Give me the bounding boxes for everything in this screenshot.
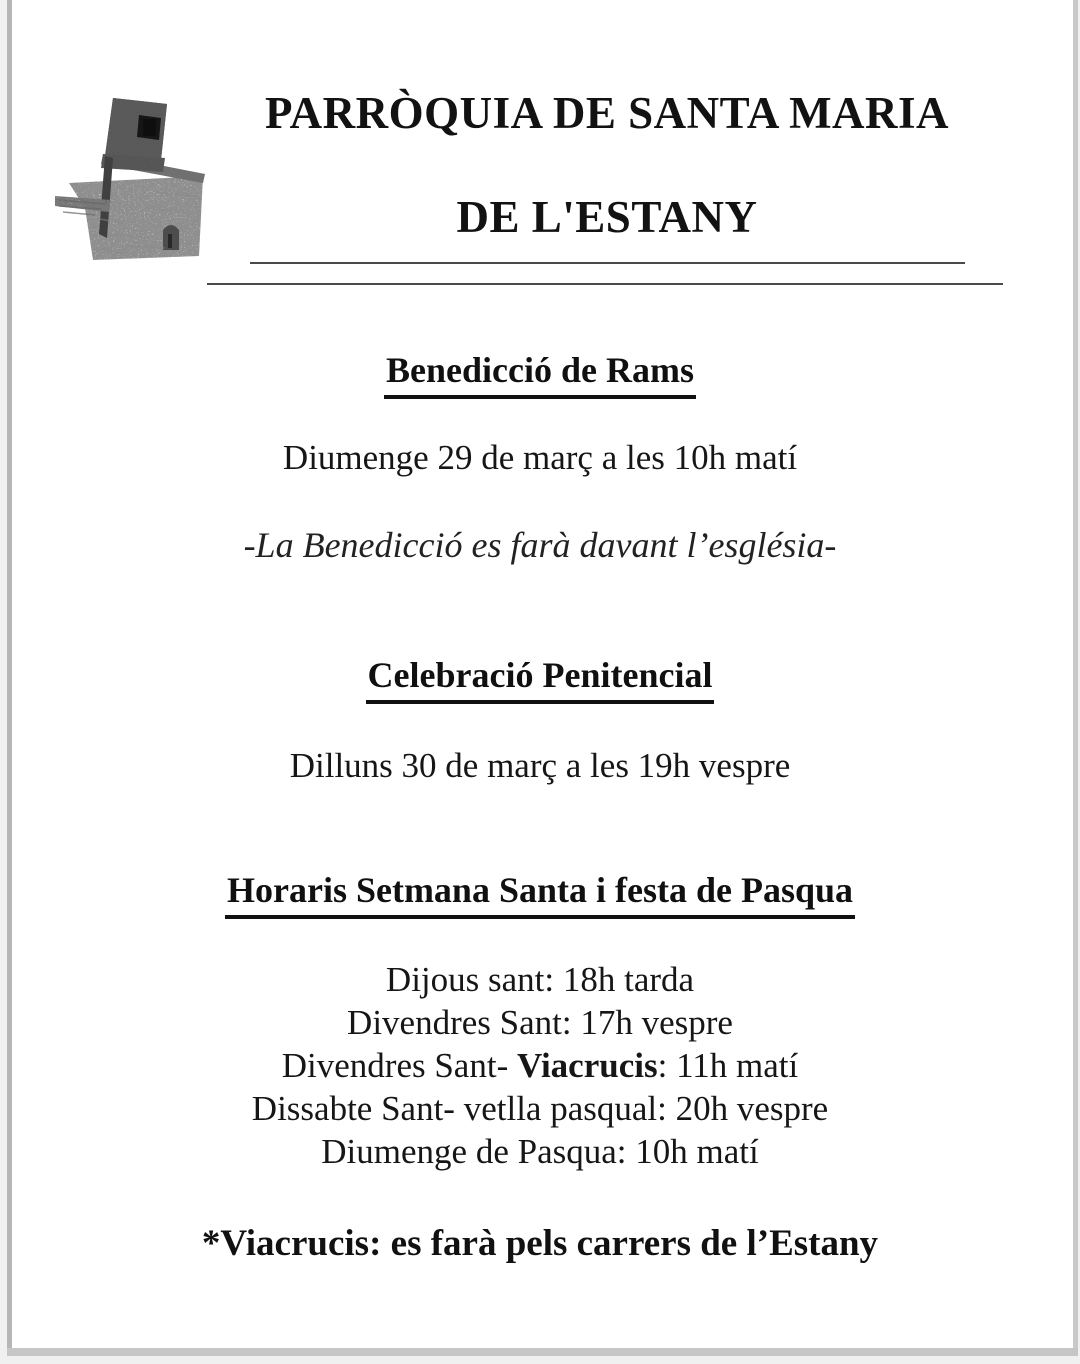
section-heading-rams-text: Benedicció de Rams: [384, 348, 696, 399]
schedule-line: [0, 958, 1080, 1001]
holy-week-schedule: [0, 958, 1080, 1173]
title-divider-line-1: [250, 262, 965, 264]
church-sketch-svg: [55, 88, 205, 274]
section-heading-penitencial: [0, 653, 1080, 704]
section-heading-horaris: [0, 868, 1080, 919]
section-heading-horaris-text: Horaris Setmana Santa i festa de Pasqua: [225, 868, 855, 919]
schedule-text-bold: Viacrucis: [516, 1046, 658, 1085]
schedule-text: Dissabte Sant- vetlla pasqual: 20h vespre: [251, 1089, 829, 1128]
rams-date-line: Diumenge 29 de març a les 10h matí: [282, 438, 798, 477]
parish-title-line1: PARRÒQUIA DE SANTA MARIA: [264, 88, 950, 138]
schedule-text: : 11h matí: [657, 1046, 799, 1085]
schedule-line: [0, 1001, 1080, 1044]
schedule-text: Divendres Sant: 17h vespre: [347, 1003, 733, 1042]
schedule-line: [0, 1087, 1080, 1130]
section-heading-penitencial-text: Celebració Penitencial: [366, 653, 715, 704]
schedule-line: [0, 1130, 1080, 1173]
schedule-text: Divendres Sant-: [281, 1046, 517, 1085]
schedule-line: [0, 1044, 1080, 1087]
schedule-text: Diumenge de Pasqua: 10h matí: [321, 1132, 759, 1171]
penitencial-date-line: Dilluns 30 de març a les 19h vespre: [289, 746, 791, 785]
section-heading-rams: [0, 348, 1080, 399]
viacrucis-footer-note: *Viacrucis: es farà pels carrers de l’Estany: [201, 1223, 879, 1264]
title-divider-line-2: [207, 283, 1003, 285]
rams-note-line: -La Benedicció es farà davant l’església-: [243, 525, 837, 565]
parish-title-line2: DE L'ESTANY: [456, 192, 758, 242]
page-edge-bottom: [7, 1348, 1078, 1356]
schedule-text: Dijous sant: 18h tarda: [385, 960, 695, 999]
church-sketch-illustration: [55, 88, 205, 274]
